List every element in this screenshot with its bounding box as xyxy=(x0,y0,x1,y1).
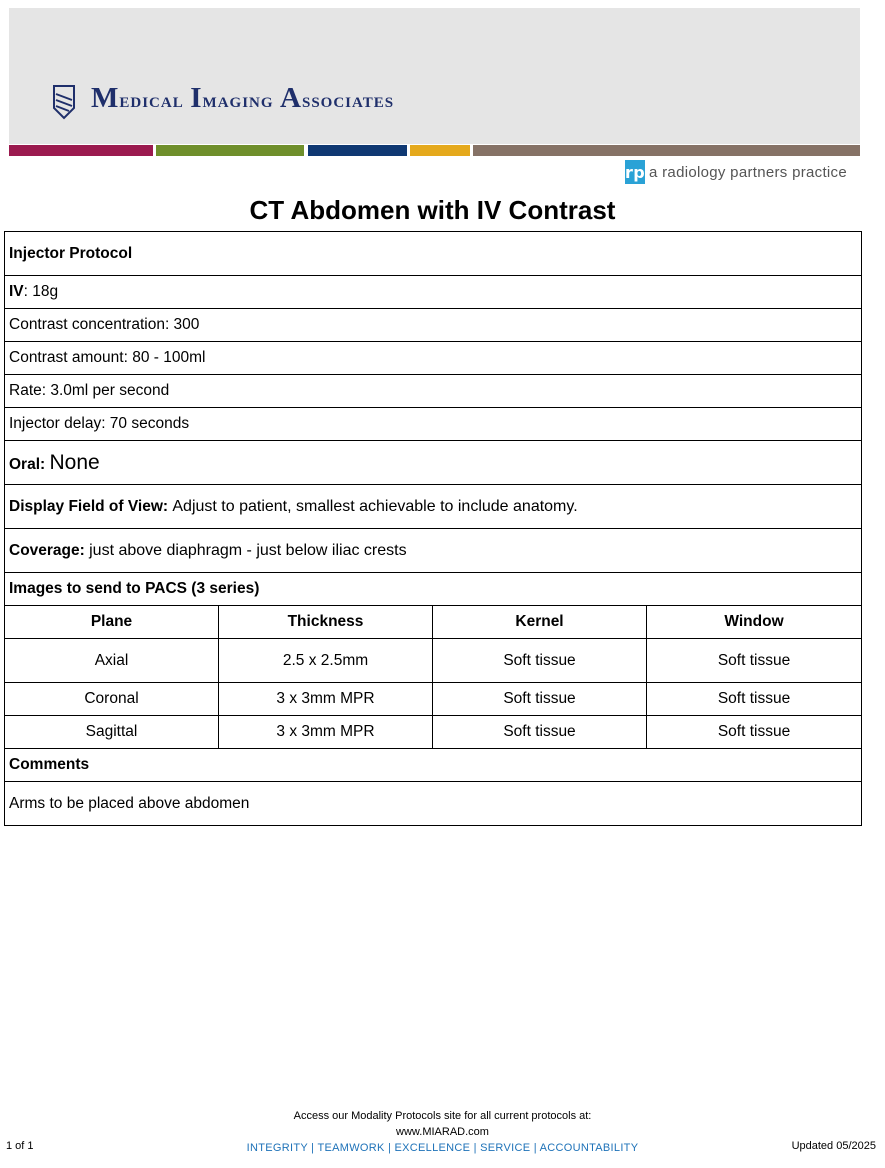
partner-tagline xyxy=(625,160,847,184)
partner-text: a radiology partners practice xyxy=(649,163,847,181)
coverage-row xyxy=(5,529,862,573)
cell-window: Soft tissue xyxy=(647,716,862,749)
oral-label: Oral: xyxy=(9,455,46,473)
rate-row xyxy=(5,375,862,408)
concentration-cell: Contrast concentration: 300 xyxy=(5,309,862,342)
dfov-row xyxy=(5,485,862,529)
logo-wordmark: Medical Imaging Associates xyxy=(91,82,395,114)
protocol-table xyxy=(4,231,862,826)
cell-thickness: 3 x 3mm MPR xyxy=(219,683,433,716)
iv-value: : 18g xyxy=(23,283,59,300)
cell-thickness: 3 x 3mm MPR xyxy=(219,716,433,749)
brand-color-bar-4 xyxy=(410,145,470,156)
cell-thickness: 2.5 x 2.5mm xyxy=(219,639,433,683)
cell-kernel: Soft tissue xyxy=(433,683,647,716)
oral-cell xyxy=(5,441,862,485)
comments-heading: Comments xyxy=(5,749,862,782)
shield-logo-icon xyxy=(52,84,76,120)
header-banner xyxy=(9,8,860,144)
table-row xyxy=(5,716,862,749)
rate-cell: Rate: 3.0ml per second xyxy=(5,375,862,408)
cell-window: Soft tissue xyxy=(647,639,862,683)
cell-window: Soft tissue xyxy=(647,683,862,716)
dfov-cell xyxy=(5,485,862,529)
images-column-header-row xyxy=(5,606,862,639)
brand-color-bar-5 xyxy=(473,145,860,156)
cell-kernel: Soft tissue xyxy=(433,639,647,683)
comments-heading-row xyxy=(5,749,862,782)
brand-color-bar-3 xyxy=(308,145,407,156)
updated-date: Updated 05/2025 xyxy=(791,1140,876,1152)
column-header-kernel: Kernel xyxy=(433,606,647,639)
oral-row xyxy=(5,441,862,485)
iv-label: IV xyxy=(9,283,24,300)
coverage-label: Coverage: xyxy=(9,541,85,559)
images-heading-row xyxy=(5,573,862,606)
dfov-label: Display Field of View: xyxy=(9,497,169,515)
page-number: 1 of 1 xyxy=(6,1140,34,1152)
comments-row xyxy=(5,782,862,826)
cell-plane: Coronal xyxy=(5,683,219,716)
injector-heading: Injector Protocol xyxy=(5,232,862,276)
coverage-cell xyxy=(5,529,862,573)
images-heading: Images to send to PACS (3 series) xyxy=(5,573,862,606)
footer-values-line: INTEGRITY | TEAMWORK | EXCELLENCE | SERVICE | ACCOUNTABILITY xyxy=(246,1142,639,1154)
iv-cell xyxy=(5,276,862,309)
comments-text: Arms to be placed above abdomen xyxy=(5,782,862,826)
delay-cell: Injector delay: 70 seconds xyxy=(5,408,862,441)
iv-row xyxy=(5,276,862,309)
cell-plane: Axial xyxy=(5,639,219,683)
footer-url[interactable]: www.MIARAD.com xyxy=(396,1126,489,1138)
coverage-value: just above diaphragm - just below iliac crests xyxy=(89,541,407,559)
amount-row xyxy=(5,342,862,375)
column-header-window: Window xyxy=(647,606,862,639)
delay-row xyxy=(5,408,862,441)
concentration-row xyxy=(5,309,862,342)
brand-color-bar-2 xyxy=(156,145,304,156)
column-header-plane: Plane xyxy=(5,606,219,639)
dfov-value: Adjust to patient, smallest achievable to include anatomy. xyxy=(172,497,578,515)
brand-color-bar-1 xyxy=(9,145,153,156)
amount-cell: Contrast amount: 80 - 100ml xyxy=(5,342,862,375)
footer xyxy=(0,1108,885,1156)
injector-heading-row xyxy=(5,232,862,276)
table-row xyxy=(5,639,862,683)
cell-kernel: Soft tissue xyxy=(433,716,647,749)
column-header-thickness: Thickness xyxy=(219,606,433,639)
footer-access-line: Access our Modality Protocols site for all current protocols at: xyxy=(293,1110,592,1122)
page-title: CT Abdomen with IV Contrast xyxy=(249,195,616,225)
cell-plane: Sagittal xyxy=(5,716,219,749)
table-row xyxy=(5,683,862,716)
oral-value: None xyxy=(49,450,100,474)
rp-logo-icon: rp xyxy=(625,160,645,184)
